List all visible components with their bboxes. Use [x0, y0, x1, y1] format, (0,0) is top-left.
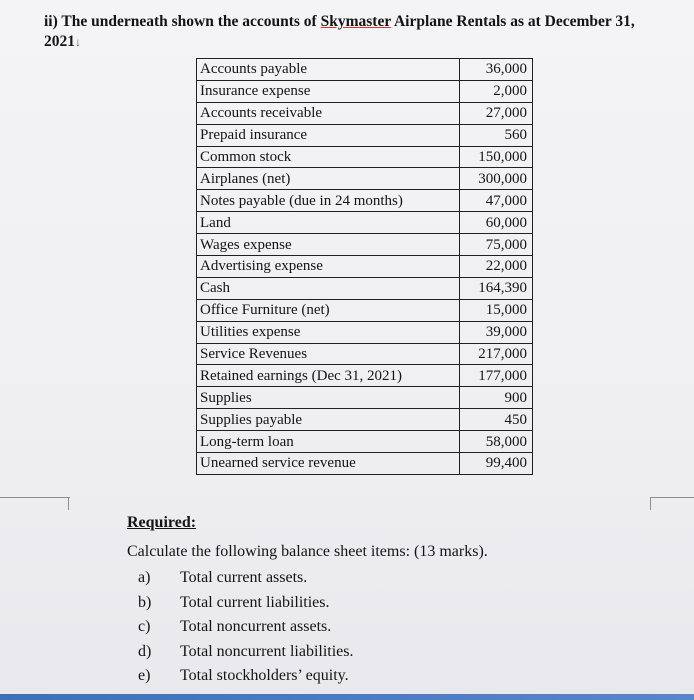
account-name: Unearned service revenue	[197, 453, 460, 475]
account-row	[197, 80, 533, 102]
account-name: Insurance expense	[197, 80, 460, 102]
page-break-left	[0, 497, 70, 512]
account-name: Land	[197, 212, 460, 234]
required-title: Required:	[127, 514, 197, 531]
account-value: 60,000	[460, 212, 533, 234]
item-label: a)	[138, 569, 151, 586]
account-name: Common stock	[197, 146, 460, 168]
item-label: e)	[138, 667, 151, 684]
required-list	[138, 566, 354, 689]
item-label: d)	[138, 642, 152, 660]
account-row	[197, 343, 533, 365]
account-value: 217,000	[460, 343, 533, 365]
company-name: Skymaster	[320, 13, 391, 30]
account-name: Service Revenues	[197, 343, 460, 365]
account-name: Supplies	[197, 387, 460, 409]
item-text: Total noncurrent liabilities.	[180, 642, 354, 660]
account-value: 39,000	[460, 321, 533, 343]
account-name: Airplanes (net)	[197, 168, 460, 190]
item-text: Total stockholders’ equity.	[180, 667, 349, 684]
account-value: 560	[460, 124, 533, 146]
account-value: 300,000	[460, 168, 533, 190]
account-name: Retained earnings (Dec 31, 2021)	[197, 365, 460, 387]
required-item	[138, 591, 354, 616]
account-name: Cash	[197, 277, 460, 299]
account-value: 22,000	[460, 256, 533, 278]
required-item	[138, 566, 354, 591]
required-item	[138, 640, 354, 665]
account-name: Supplies payable	[197, 409, 460, 431]
account-value: 150,000	[460, 146, 533, 168]
account-row	[197, 102, 533, 124]
account-value: 15,000	[460, 299, 533, 321]
account-row	[197, 431, 533, 453]
account-row	[197, 124, 533, 146]
item-text: Total noncurrent assets.	[180, 618, 332, 635]
account-value: 75,000	[460, 234, 533, 256]
item-label: b)	[138, 593, 152, 611]
account-row	[197, 146, 533, 168]
heading-suffix: Airplane Rentals as at December 31,	[390, 13, 635, 30]
account-row	[197, 190, 533, 212]
required-item	[138, 664, 354, 689]
question-heading	[44, 12, 664, 52]
account-row	[197, 256, 533, 278]
account-value: 2,000	[460, 80, 533, 102]
account-value: 47,000	[460, 190, 533, 212]
account-name: Office Furniture (net)	[197, 299, 460, 321]
account-row	[197, 453, 533, 475]
account-row	[197, 168, 533, 190]
screen-edge-bar	[0, 694, 694, 700]
account-name: Notes payable (due in 24 months)	[197, 190, 460, 212]
account-value: 99,400	[460, 453, 533, 475]
account-name: Long-term loan	[197, 431, 460, 453]
account-value: 177,000	[460, 365, 533, 387]
account-row	[197, 277, 533, 299]
account-row	[197, 59, 533, 81]
account-value: 164,390	[460, 277, 533, 299]
account-value: 450	[460, 409, 533, 431]
item-label: c)	[138, 618, 151, 635]
account-value: 36,000	[460, 59, 533, 81]
account-name: Accounts payable	[197, 59, 460, 81]
item-text: Total current assets.	[180, 569, 308, 586]
heading-year: 2021	[44, 33, 75, 50]
account-row	[197, 299, 533, 321]
account-row	[197, 234, 533, 256]
heading-prefix: ii) The underneath shown the accounts of	[44, 13, 321, 30]
account-name: Utilities expense	[197, 321, 460, 343]
account-name: Advertising expense	[197, 256, 460, 278]
accounts-table	[196, 58, 533, 475]
account-row	[197, 321, 533, 343]
account-value: 900	[460, 387, 533, 409]
account-row	[197, 365, 533, 387]
account-value: 58,000	[460, 431, 533, 453]
item-text: Total current liabilities.	[180, 593, 330, 611]
account-name: Prepaid insurance	[197, 124, 460, 146]
account-name: Wages expense	[197, 234, 460, 256]
account-row	[197, 409, 533, 431]
required-item	[138, 615, 354, 640]
account-row	[197, 212, 533, 234]
account-value: 27,000	[460, 102, 533, 124]
return-mark: ↓	[75, 35, 81, 49]
instruction-text: Calculate the following balance sheet items: (13 marks).	[127, 543, 488, 560]
account-name: Accounts receivable	[197, 102, 460, 124]
account-row	[197, 387, 533, 409]
page-break-right	[650, 497, 694, 512]
